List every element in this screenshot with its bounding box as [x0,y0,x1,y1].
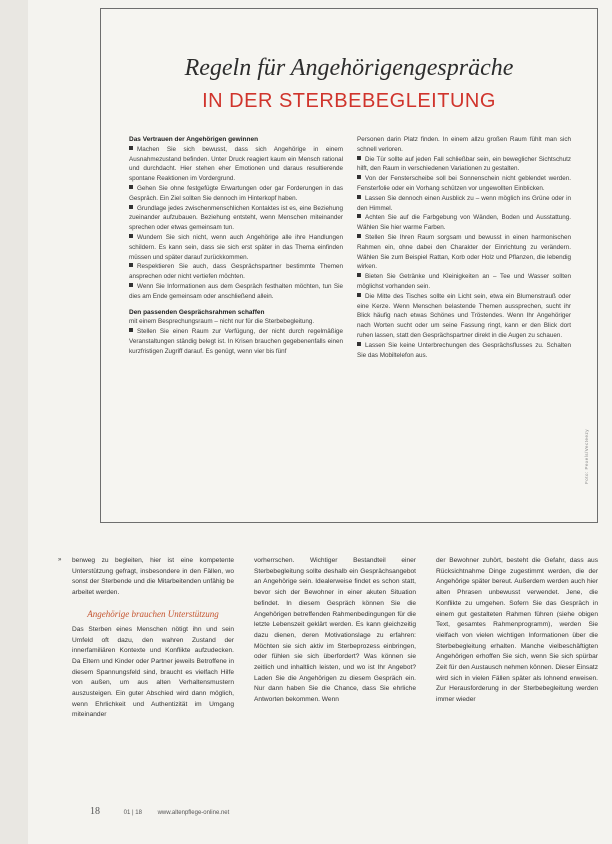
bullet-square-icon [129,263,133,267]
box-title: Regeln für Angehörigengespräche [184,55,514,81]
page-footer [90,806,229,817]
article-column-2 [254,556,416,706]
bullet-square-icon [357,234,361,238]
bullet-square-icon [357,293,361,297]
box-left-column [129,135,343,357]
bullet-item: Die Mitte des Tisches sollte ein Licht sein, etwa ein Blumenstrauß oder eine Kerze. Wenn Menschen belastende Themen aussprechen, sucht ihr Blick häufig nach etwas Schönes und Tröstendes. Wenn Ihr Angehöriger nach Worten sucht oder um seine Fassung ringt, kann er den Blick dort ruhen lassen, statt den Gesprächspartner direkt in die Augen zu schauen. [357,292,571,339]
bullet-item: Achten Sie auf die Farbgebung von Wänden, Boden und Ausstattung. Wählen Sie hier warme Farben. [357,214,571,232]
article-subheading: Angehörige brauchen Unterstützung [87,608,219,619]
bullet-item: Respektieren Sie auch, dass Gesprächspartner bestimmte Themen ansprechen oder nicht vertiefen möchten. [129,263,343,281]
box-subtitle: IN DER STERBEBEGLEITUNG [202,90,496,112]
box-intro-text: mit einem Besprechungsraum – nicht nur für die Sterbebegleitung. [129,318,315,326]
article-text: der Bewohner zuhört, besteht die Gefahr, dass aus Rücksichtnahme Dinge zugestimmt werden, die der Angehörige später bereut. Außerdem werden auch hier alten Phrasen unbewusst verwendet. Jene, die Konflikte zu umgehen. Sofern Sie das Gespräch in einem gut gestalteten Rahmen führen (siehe obigen Text, gesamtes Rahmenprogramm), werden Sie vielfach von vielen wichtigen Informationen über die Sterbebegleitung erhalten. Manche vielbeschäftigten Angehörigen erhoffen Sie sich, wenn Sie sich spürbar Zeit für den Austausch nehmen können. Dieser Einsatz wird sich in vielen Fällen später als lohnend erweisen. Zur Herausforderung in der Sterbebegleitung werden immer wieder [436,557,598,704]
magazine-page [28,0,612,844]
box-heading-trust: Das Vertrauen der Angehörigen gewinnen [129,136,259,143]
article-text: benweg zu begleiten, hier ist eine kompetente Unterstützung gefragt, insbesondere in den Fällen, wo sonst der Sterbende und die Mitarbeitenden unfähig be arbeitet werden. [72,557,234,597]
bullet-item: Lassen Sie dennoch einen Ausblick zu – wenn möglich ins Grüne oder in den Himmel. [357,194,571,212]
bullet-item: Wenn Sie Informationen aus dem Gespräch festhalten möchten, tun Sie dies am Ende gemeinsam oder anschließend allein. [129,282,343,300]
bullet-square-icon [129,283,133,287]
continuation-arrow-icon: » [58,557,62,563]
photo-credit: Foto: Pexels/Vecteezy [584,429,589,485]
info-box [100,8,598,523]
bullet-item: Gehen Sie ohne festgefügte Erwartungen oder gar Forderungen in das Gespräch. Ein Ziel sollten Sie dennoch im Hinterkopf haben. [129,184,343,202]
bullet-square-icon [357,273,361,277]
bullet-item: Grundlage jedes zwischenmenschlichen Kontaktes ist es, eine Beziehung zueinander aufzubauen. Beziehung entsteht, wenn Menschen miteinander sprechen oder etwas gemeinsam tun. [129,204,343,232]
bullet-item: Stellen Sie Ihren Raum sorgsam und bewusst in einen harmonischen Rahmen ein, ohne dabei den Charakter der Einrichtung zu verändern. Wählen Sie zum Beispiel Rattan, Korb oder Holz und Pflanzen, die lebendig wirken. [357,233,571,271]
bullet-item: Machen Sie sich bewusst, dass sich Angehörige in einem Ausnahmezustand befinden. Unter Druck reagiert kaum ein Mensch rational und durchdacht. Hier stehen eher Emotionen und daraus resultierende spontane Reaktionen im Vordergrund. [129,145,343,183]
box-heading-setting: Den passenden Gesprächsrahmen schaffen [129,308,265,316]
article-column-1 [72,556,234,721]
box-right-column [357,135,571,360]
bullet-item: Stellen Sie einen Raum zur Verfügung, der nicht durch regelmäßige Veranstaltungen ständig belegt ist. In Krisen brauchen gegebenenfalls einen kurzfristigen Zugriff darauf. Es genügt, wenn vier bis fünf [129,328,343,355]
bullet-square-icon [357,195,361,199]
article-text: Das Sterben eines Menschen nötigt ihn und sein Umfeld oft dazu, den wahren Zustand der innerfamiliären Kontexte und Konflikte aufzudecken. Da Eltern und Kinder oder Partner jeweils Betroffene in diesem Spannungsfeld sind, braucht es vielfach Hilfe von außen, um aus alten Verhaltensmustern auszusteigen. Ein guter Abschied wird dann möglich, wenn Ehrlichkeit und Authentizität im Umgang miteinander [72,625,234,719]
bullet-square-icon [129,328,133,332]
bullet-square-icon [129,146,133,150]
bullet-square-icon [357,214,361,218]
bullet-item: Die Tür sollte auf jeden Fall schließbar sein, ein beweglicher Sichtschutz hilft, den Raum in verschiedenen Variationen zu gestalten. [357,155,571,173]
bullet-square-icon [357,156,361,160]
bullet-square-icon [129,185,133,189]
page-number: 18 [90,806,100,817]
article-text: vorherrschen. Wichtiger Bestandteil einer Sterbebegleitung sollte deshalb ein Gesprächsangebot an Angehörige sein. Idealerweise findet es schon statt, bevor sich der Bewohner in einer akuten Situation befindet. In diesem Gespräch können Sie die Angehörigen betreffenden Rahmenbedingungen für die letzte Lebenszeit geklärt werden. Es kann gleichzeitig dazu dienen, deren Motivationslage zu erfahren: Möchten sie sich aktiv im Sterbeprozess einbringen, oder fühlen sie sich überfordert? Was können sie zeitlich und inhaltlich leisten, und wo ist Ihr Angebot? Laden Sie die Angehörigen zu diesem Gespräch ein. Nur dann haben Sie die Chance, dass Sie ehrliche Antworten bekommen. Wenn [254,557,416,704]
issue-label: 01 | 18 [123,810,142,816]
bullet-square-icon [129,234,133,238]
bullet-item: Bieten Sie Getränke und Kleinigkeiten an – Tee und Wasser sollten möglichst vorhanden sein. [357,273,571,290]
bullet-item: Lassen Sie keine Unterbrechungen des Gesprächsflusses zu. Schalten Sie das Mobiltelefon aus. [357,341,571,359]
bullet-item: Wundern Sie sich nicht, wenn auch Angehörige alle ihre Handlungen schildern. Es kann sein, dass sie sich erst später in das Thema einfinden müssen und später darauf zurückkommen. [129,233,343,261]
bullet-square-icon [357,342,361,346]
bullet-square-icon [129,205,133,209]
article-column-3 [436,556,598,706]
website-link[interactable]: www.altenpflege-online.net [157,810,230,816]
bullet-square-icon [357,175,361,179]
bullet-item: Von der Fensterscheibe soll bei Sonnenschein nicht geblendet werden. Fensterfolie oder ein Vorhang schützen vor ungewollten Einblicken. [357,175,571,192]
box-right-lead: Personen darin Platz finden. In einem allzu großen Raum fühlt man sich schnell verloren. [357,136,571,153]
